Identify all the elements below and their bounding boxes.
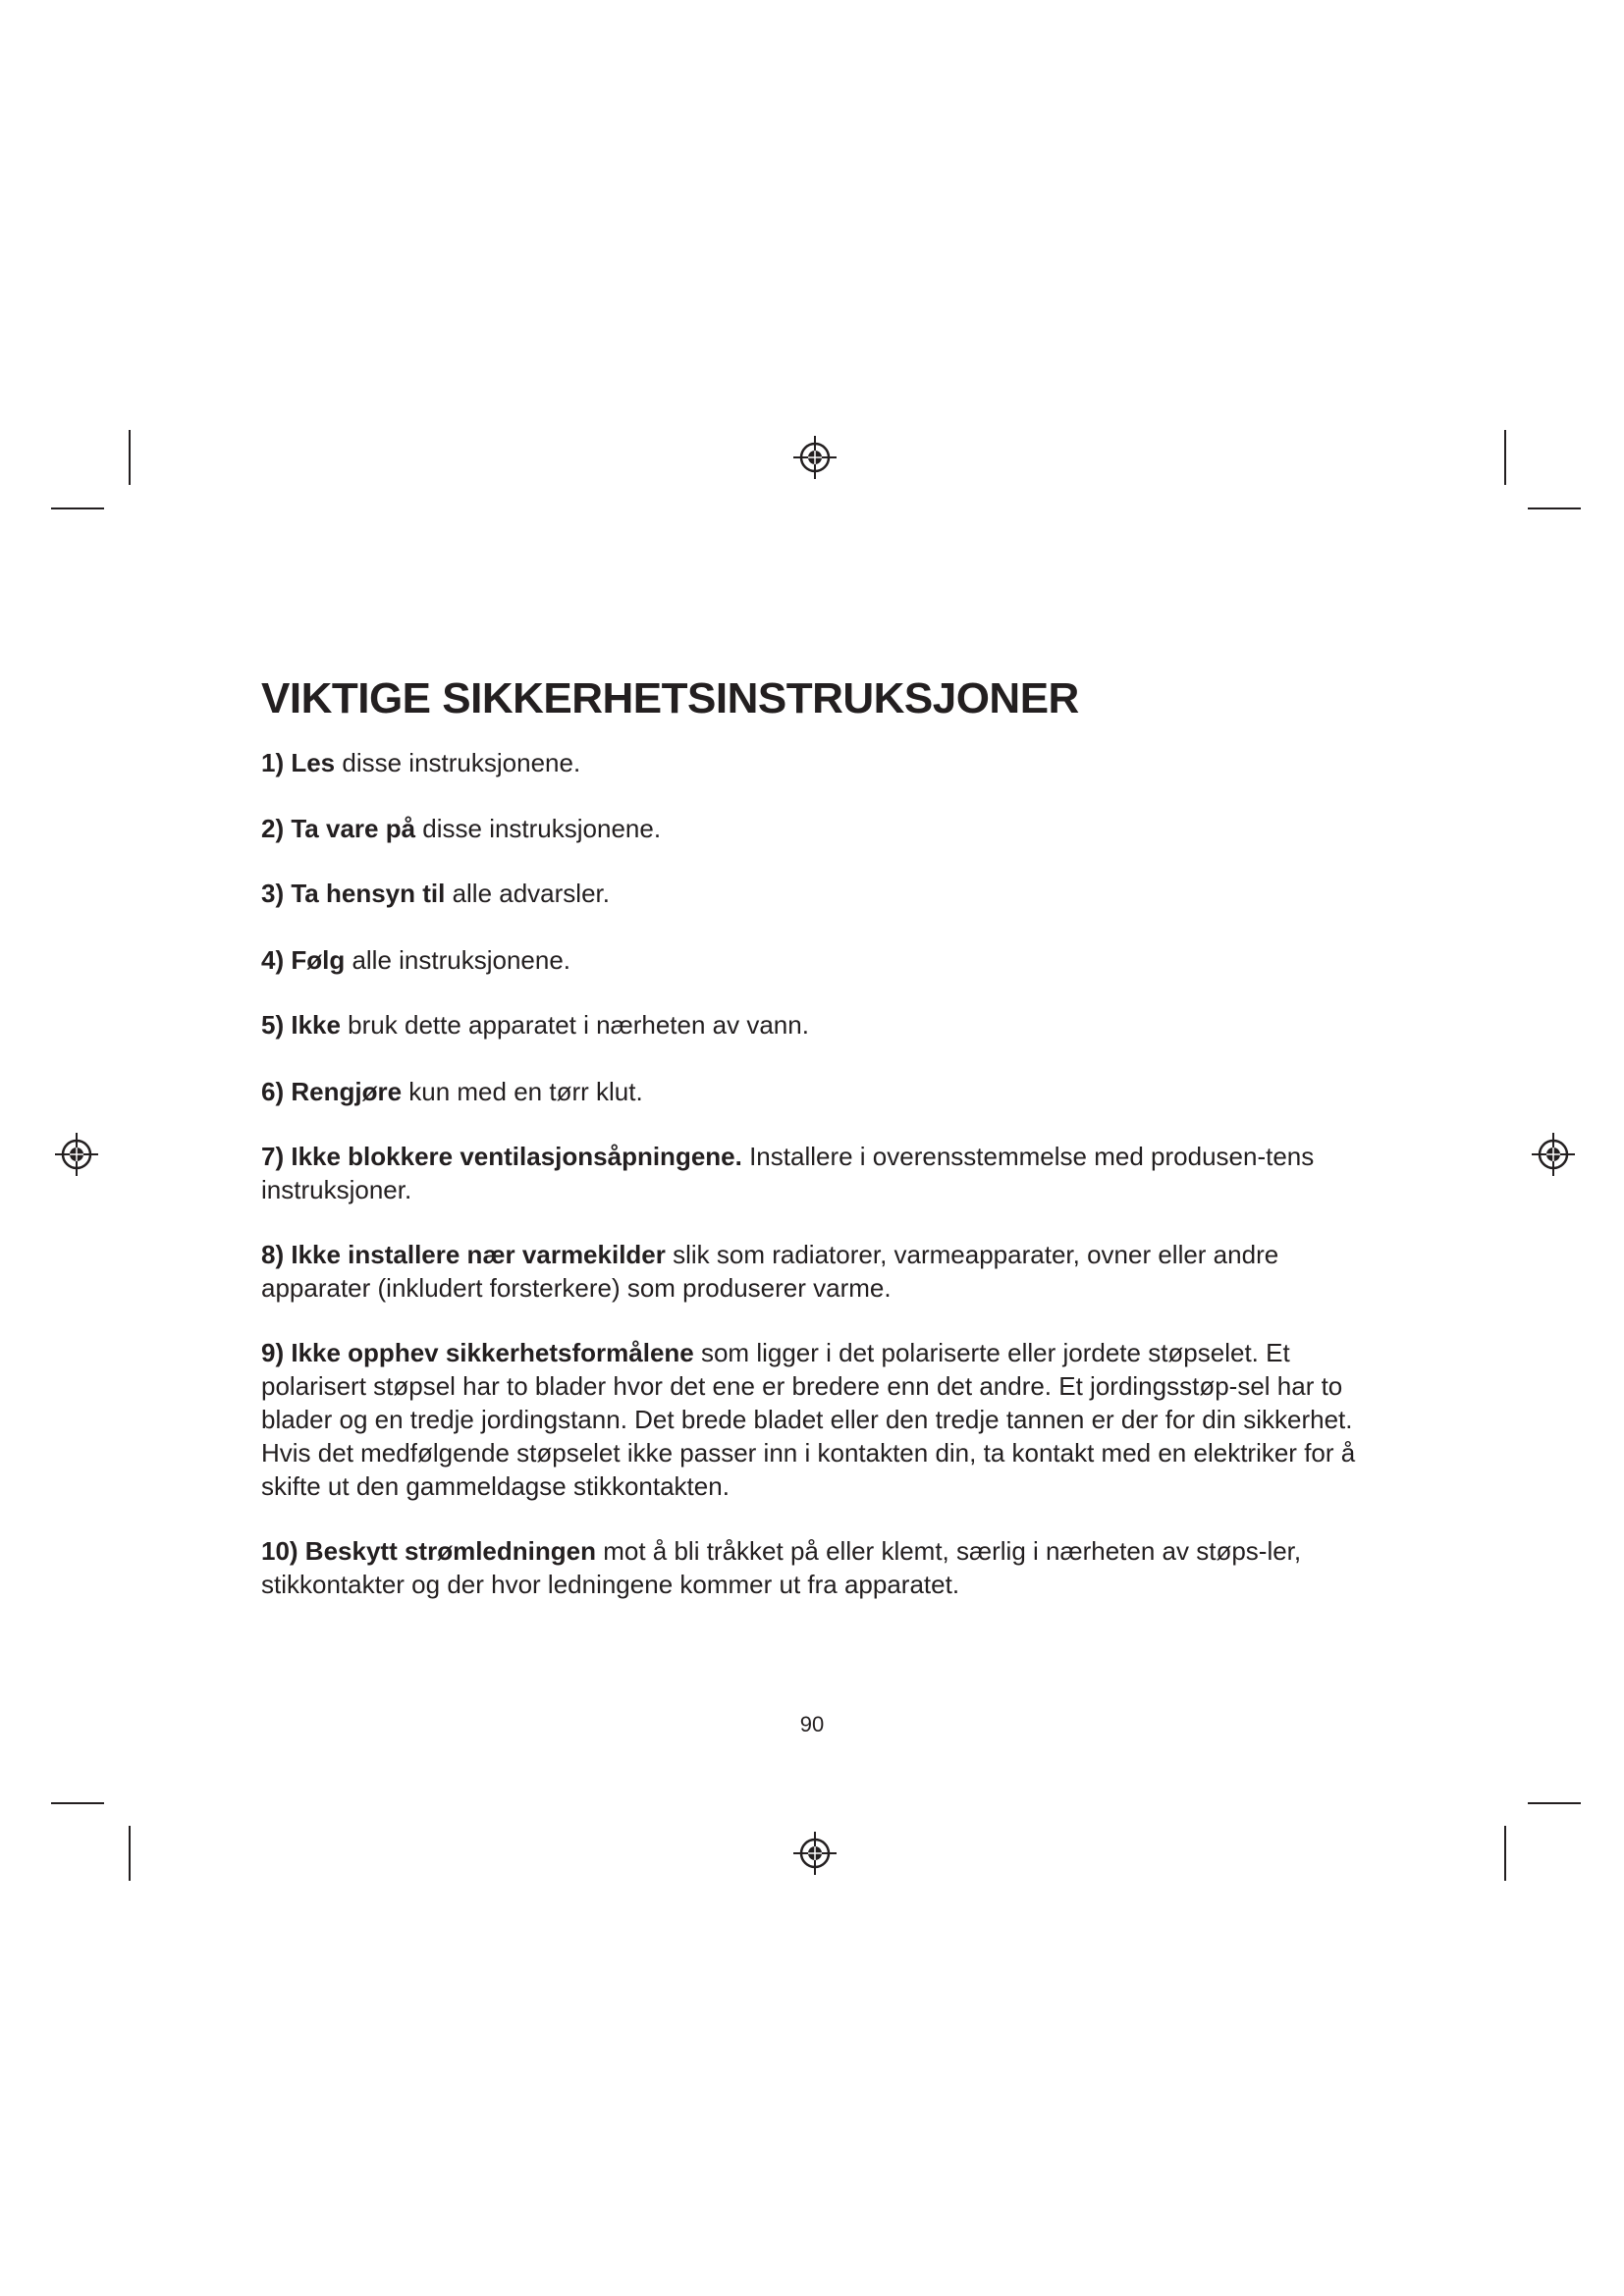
instruction-text: som ligger i det polariserte eller jordete støpselet. Et polarisert støpsel har to blader hvor det ene er bredere enn det andre. Et jordingsstøp-sel har to blader og en tredje jordingstann. Det brede bladet eller den tredje tannen er der for din sikkerhet. Hvis det medfølgende støpselet ikke passer inn i kontakten din, ta kontakt med en elektriker for å skifte ut den gammeldagse stikkontakten. (261, 1338, 1356, 1501)
crop-mark-bottom-left-vertical (129, 1826, 131, 1881)
instruction-lead: 10) Beskytt strømledningen (261, 1536, 596, 1566)
instruction-item-5 (261, 1008, 1380, 1041)
instruction-text: slik som radiatorer, varmeapparater, ovner eller andre apparater (inkludert forsterkere) som produserer varme. (261, 1240, 1279, 1303)
registration-mark-bottom-icon (791, 1830, 839, 1877)
instruction-text: mot å bli tråkket på eller klemt, særlig i nærheten av støps-ler, stikkontakter og der hvor ledningene kommer ut fra apparatet. (261, 1536, 1302, 1599)
instruction-text: disse instruksjonene. (415, 814, 662, 843)
instruction-lead: 1) Les (261, 748, 336, 777)
instruction-text: Installere i overensstemmelse med produsen-tens instruksjoner. (261, 1142, 1315, 1204)
instruction-item-2 (261, 812, 1380, 845)
page-number: 90 (799, 1712, 825, 1736)
registration-mark-left-icon (53, 1131, 100, 1178)
instruction-item-9 (261, 1336, 1380, 1503)
instruction-lead: 3) Ta hensyn til (261, 879, 446, 908)
instruction-text: disse instruksjonene. (335, 748, 581, 777)
instruction-text: bruk dette apparatet i nærheten av vann. (340, 1010, 809, 1040)
instruction-item-6 (261, 1075, 1380, 1108)
registration-mark-top-icon (791, 434, 839, 481)
instruction-text: alle advarsler. (445, 879, 610, 908)
page-title: VIKTIGE SIKKERHETSINSTRUKSJONER (261, 674, 1079, 722)
instruction-lead: 9) Ikke opphev sikkerhetsformålene (261, 1338, 694, 1367)
instruction-text: kun med en tørr klut. (402, 1077, 643, 1106)
crop-mark-bottom-left-horizontal (51, 1802, 104, 1804)
crop-mark-bottom-right-horizontal (1528, 1802, 1581, 1804)
instruction-text: alle instruksjonene. (345, 945, 571, 975)
crop-mark-top-left-vertical (129, 430, 131, 485)
instruction-item-4 (261, 943, 1380, 977)
crop-mark-top-right-vertical (1504, 430, 1506, 485)
instruction-lead: 5) Ikke (261, 1010, 341, 1040)
safety-instructions (261, 673, 1380, 1601)
instruction-lead: 2) Ta vare på (261, 814, 416, 843)
instruction-lead: 7) Ikke blokkere ventilasjonsåpningene. (261, 1142, 742, 1171)
instruction-item-7 (261, 1140, 1380, 1206)
instruction-lead: 4) Følg (261, 945, 346, 975)
instruction-item-8 (261, 1238, 1380, 1305)
instruction-lead: 6) Rengjøre (261, 1077, 403, 1106)
instruction-lead: 8) Ikke installere nær varmekilder (261, 1240, 666, 1269)
instruction-item-10 (261, 1534, 1380, 1601)
crop-mark-top-right-horizontal (1528, 507, 1581, 509)
crop-mark-bottom-right-vertical (1504, 1826, 1506, 1881)
instruction-item-3 (261, 877, 1380, 910)
instruction-item-1 (261, 746, 1380, 779)
crop-mark-top-left-horizontal (51, 507, 104, 509)
registration-mark-right-icon (1530, 1131, 1577, 1178)
